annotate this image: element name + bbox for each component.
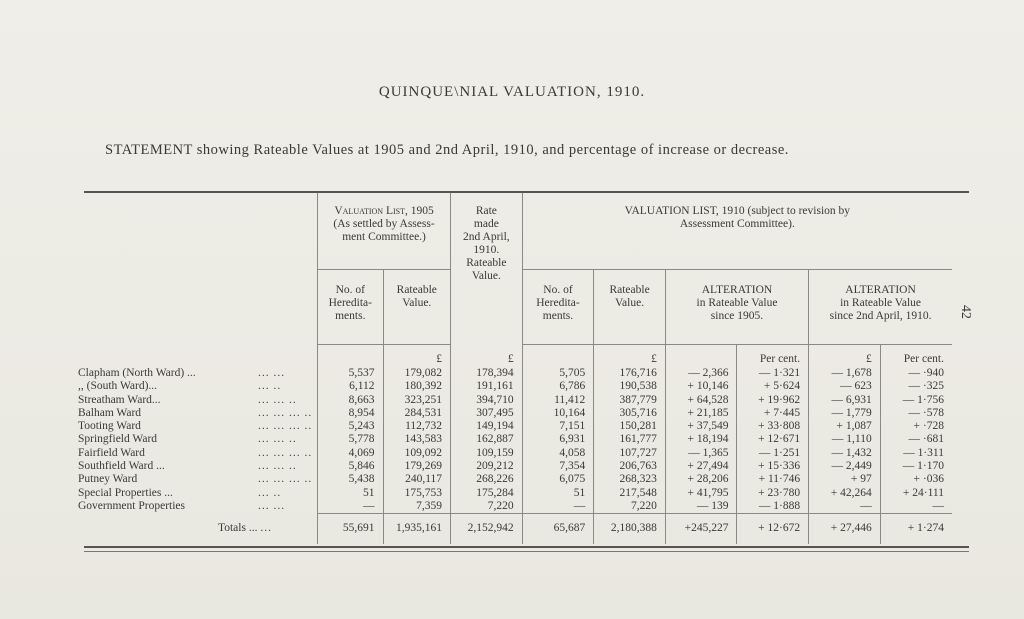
cell-alteration-1905: + 21,185 (665, 407, 737, 420)
row-label: Southfield Ward ... (78, 460, 165, 473)
cell-alteration-1905: + 37,549 (665, 420, 737, 433)
cell-rateable-1910: 176,716 (594, 367, 666, 380)
cell-hered-1910: 6,786 (522, 380, 594, 393)
cell-alteration-1905: + 41,795 (665, 487, 737, 500)
cell-hered-1910: 51 (522, 487, 594, 500)
row-leader-dots: ... ... (258, 367, 286, 379)
valuation-1905-line1: Valuation List, 1905 (334, 205, 434, 217)
row-label: Clapham (North Ward) ... (78, 367, 196, 379)
cell-alteration-1905: + 18,194 (665, 433, 737, 446)
cell-rateable-1910: 206,763 (594, 460, 666, 473)
row-leader-dots: ... .. (258, 486, 282, 499)
cell-hered-1905: 5,778 (318, 433, 383, 446)
cell-alteration-1905: + 10,146 (665, 380, 737, 393)
alteration-1910-line1: ALTERATION (845, 284, 916, 296)
statement-subtitle: STATEMENT showing Rateable Values at 1905 and 2nd April, 1910, and percentage of increase or decrease. (105, 142, 789, 158)
cell-alteration-1910: — 1,779 (809, 407, 881, 420)
rateable-1910-line1: Rateable (609, 284, 650, 296)
cell-percent-1905: + 15·336 (737, 460, 809, 473)
cell-rate-1910: 7,220 (451, 500, 523, 514)
row-label-cell (72, 407, 318, 420)
cell-percent-1910: — 1·170 (880, 460, 952, 473)
cell-alteration-1905: + 27,494 (665, 460, 737, 473)
page-title: QUINQUE\NIAL VALUATION, 1910. (378, 84, 646, 100)
row-leader-dots: ... ... ... .. (258, 420, 313, 433)
valuation-1910-line1: VALUATION LIST, 1910 (subject to revision by (624, 205, 851, 217)
row-label: Fairfield Ward (78, 446, 145, 459)
row-label-cell (72, 460, 318, 473)
table-row (72, 473, 952, 486)
cell-rateable-1905: 180,392 (383, 380, 451, 393)
row-label: ,, (South Ward)... (78, 380, 158, 393)
table-row (72, 433, 952, 446)
alteration-1905-line2: in Rateable Value (696, 297, 778, 309)
cell-percent-1910: — ·681 (880, 433, 952, 446)
cell-hered-1910: 11,412 (522, 394, 594, 407)
cell-rate-1910: 268,226 (451, 473, 523, 486)
cell-percent-1910: — 1·311 (880, 447, 952, 460)
cell-hered-1910: 7,151 (522, 420, 594, 433)
table-row (72, 407, 952, 420)
cell-alteration-1910: — 623 (809, 380, 881, 393)
cell-percent-1905: + 5·624 (737, 380, 809, 393)
cell-percent-1910: — 1·756 (880, 394, 952, 407)
cell-hered-1905: 8,663 (318, 394, 383, 407)
units-row (72, 345, 952, 368)
valuation-1905-line2: (As settled by Assess- (333, 218, 435, 230)
table-row (72, 447, 952, 460)
cell-rateable-1905: 112,732 (383, 420, 451, 433)
row-label-cell (72, 367, 318, 380)
cell-percent-1910: — ·940 (880, 367, 952, 380)
row-label-cell (72, 487, 318, 500)
totals-percent-1910: + 1·274 (880, 514, 952, 545)
cell-rate-1910: 209,212 (451, 460, 523, 473)
cell-hered-1905: 5,846 (318, 460, 383, 473)
totals-dots: ... (260, 521, 272, 534)
cell-percent-1905: + 11·746 (737, 473, 809, 486)
hered-1905-line1: No. of (335, 284, 365, 296)
cell-hered-1905: 5,537 (318, 367, 383, 380)
cell-hered-1910: — (522, 500, 594, 514)
hered-1910-line3: ments. (542, 310, 574, 322)
cell-rateable-1905: 109,092 (383, 447, 451, 460)
cell-percent-1905: — 1·251 (737, 447, 809, 460)
cell-rate-1910: 394,710 (451, 394, 523, 407)
hered-1905-line3: ments. (335, 310, 366, 322)
rate-header-line3: 2nd April, (463, 231, 510, 243)
totals-hered-1910: 65,687 (522, 514, 594, 545)
cell-hered-1910: 4,058 (522, 447, 594, 460)
valuation-1905-header (318, 193, 451, 270)
totals-label: Totals ... (218, 521, 258, 534)
cell-alteration-1910: + 1,087 (809, 420, 881, 433)
cell-percent-1910: + ·728 (880, 420, 952, 433)
row-leader-dots: ... ... (258, 499, 286, 512)
cell-hered-1905: 5,243 (318, 420, 383, 433)
unit-pound-alt-1910: £ (809, 345, 881, 368)
totals-rateable-1910: 2,180,388 (594, 514, 666, 545)
cell-hered-1905: — (318, 500, 383, 514)
row-label: Springfield Ward (78, 433, 158, 446)
row-label-cell (72, 394, 318, 407)
totals-rate-1910: 2,152,942 (451, 514, 523, 545)
row-leader-dots: ... ... ... .. (258, 473, 313, 486)
cell-hered-1905: 8,954 (318, 407, 383, 420)
units-label-cell (72, 345, 318, 368)
alteration-1905-line1: ALTERATION (701, 284, 773, 296)
bottom-rule-thin (84, 551, 969, 552)
row-label-cell (72, 473, 318, 486)
hered-1910-line1: No. of (543, 284, 573, 296)
table-row (72, 420, 952, 433)
valuation-table (72, 193, 952, 544)
cell-rateable-1910: 217,548 (594, 487, 666, 500)
row-leader-dots: ... ... .. (258, 460, 297, 473)
table-body (72, 367, 952, 514)
cell-hered-1910: 6,931 (522, 433, 594, 446)
cell-alteration-1905: — 139 (665, 500, 737, 514)
alteration-1910-line2: in Rateable Value (840, 297, 921, 309)
rateable-1905-line2: Value. (402, 297, 432, 309)
page-number: 42 (958, 305, 973, 319)
row-label: Special Properties ... (78, 486, 173, 499)
label-column-header (72, 193, 318, 345)
cell-hered-1905: 51 (318, 487, 383, 500)
cell-hered-1910: 10,164 (522, 407, 594, 420)
cell-alteration-1905: — 2,366 (665, 367, 737, 380)
row-label: Putney Ward (78, 473, 138, 486)
cell-rateable-1910: 107,727 (594, 447, 666, 460)
cell-alteration-1910: — 2,449 (809, 460, 881, 473)
cell-alteration-1910: — 1,678 (809, 367, 881, 380)
cell-rate-1910: 175,284 (451, 487, 523, 500)
hered-1905-header (318, 270, 383, 345)
cell-percent-1905: — 1·321 (737, 367, 809, 380)
rateable-1905-header (383, 270, 451, 345)
cell-percent-1905: + 12·671 (737, 433, 809, 446)
rate-1910-header (451, 193, 523, 345)
cell-alteration-1905: — 1,365 (665, 447, 737, 460)
row-leader-dots: ... ... ... .. (258, 406, 313, 419)
rate-header-line5: Rateable (466, 257, 507, 269)
row-label-cell (72, 433, 318, 446)
row-label-cell (72, 420, 318, 433)
table-row (72, 487, 952, 500)
cell-rateable-1905: 284,531 (383, 407, 451, 420)
totals-rateable-1905: 1,935,161 (383, 514, 451, 545)
row-label: Tooting Ward (78, 420, 141, 433)
cell-alteration-1910: — (809, 500, 881, 514)
rate-header-line2: made (473, 218, 499, 230)
alteration-1905-line3: since 1905. (710, 310, 764, 322)
table-row (72, 460, 952, 473)
bottom-rule (84, 546, 969, 548)
cell-hered-1905: 4,069 (318, 447, 383, 460)
row-label-cell (72, 500, 318, 514)
cell-hered-1905: 5,438 (318, 473, 383, 486)
rate-header-line6: Value. (471, 270, 501, 282)
row-leader-dots: ... ... ... .. (258, 446, 313, 459)
cell-rateable-1910: 161,777 (594, 433, 666, 446)
unit-percent-1910: Per cent. (880, 345, 952, 368)
rateable-1910-header (594, 270, 666, 345)
cell-alteration-1910: — 6,931 (809, 394, 881, 407)
rateable-1910-line2: Value. (615, 297, 645, 309)
row-leader-dots: ... ... .. (258, 433, 297, 446)
alteration-1910-line3: since 2nd April, 1910. (829, 310, 932, 322)
cell-percent-1910: — (880, 500, 952, 514)
cell-percent-1910: + ·036 (880, 473, 952, 486)
cell-percent-1905: + 19·962 (737, 394, 809, 407)
units-alt-1905 (665, 345, 737, 368)
cell-hered-1910: 7,354 (522, 460, 594, 473)
row-label-cell (72, 447, 318, 460)
units-hered-1905 (318, 345, 383, 368)
valuation-1910-header (522, 193, 952, 270)
unit-pound-1905: £ (383, 345, 451, 368)
cell-rateable-1910: 268,323 (594, 473, 666, 486)
cell-percent-1905: — 1·888 (737, 500, 809, 514)
cell-alteration-1910: + 42,264 (809, 487, 881, 500)
totals-label-cell (72, 514, 318, 545)
valuation-1910-line2: Assessment Committee). (679, 218, 795, 230)
row-label-cell (72, 380, 318, 393)
cell-rateable-1910: 190,538 (594, 380, 666, 393)
cell-alteration-1910: — 1,110 (809, 433, 881, 446)
cell-percent-1905: + 7·445 (737, 407, 809, 420)
totals-percent-1905: + 12·672 (737, 514, 809, 545)
cell-rate-1910: 109,159 (451, 447, 523, 460)
hered-1910-line2: Heredita- (536, 297, 580, 309)
row-label: Balham Ward (78, 406, 142, 419)
cell-alteration-1905: + 28,206 (665, 473, 737, 486)
cell-rate-1910: 178,394 (451, 367, 523, 380)
unit-pound-rate: £ (451, 345, 523, 368)
cell-percent-1905: + 33·808 (737, 420, 809, 433)
table-row (72, 500, 952, 514)
totals-alteration-1905: +245,227 (665, 514, 737, 545)
cell-percent-1910: — ·325 (880, 380, 952, 393)
table-row (72, 380, 952, 393)
cell-hered-1905: 6,112 (318, 380, 383, 393)
totals-row (72, 514, 952, 545)
hered-1905-line2: Heredita- (328, 297, 372, 309)
rateable-1905-line1: Rateable (396, 284, 437, 296)
table-row (72, 394, 952, 407)
row-leader-dots: ... .. (258, 380, 282, 393)
rate-header-line1: Rate (475, 205, 497, 217)
cell-rateable-1910: 387,779 (594, 394, 666, 407)
cell-percent-1910: + 24·111 (880, 487, 952, 500)
cell-rateable-1905: 179,082 (383, 367, 451, 380)
cell-alteration-1910: — 1,432 (809, 447, 881, 460)
totals-hered-1905: 55,691 (318, 514, 383, 545)
cell-rateable-1905: 323,251 (383, 394, 451, 407)
unit-percent-1905: Per cent. (737, 345, 809, 368)
cell-alteration-1910: + 97 (809, 473, 881, 486)
cell-rateable-1905: 179,269 (383, 460, 451, 473)
table-row (72, 367, 952, 380)
cell-percent-1905: + 23·780 (737, 487, 809, 500)
rate-header-line4: 1910. (473, 244, 500, 256)
cell-rateable-1905: 7,359 (383, 500, 451, 514)
valuation-1905-line3: ment Committee.) (342, 231, 426, 243)
row-label: Government Properties (78, 499, 185, 512)
cell-rate-1910: 149,194 (451, 420, 523, 433)
cell-alteration-1905: + 64,528 (665, 394, 737, 407)
cell-rate-1910: 307,495 (451, 407, 523, 420)
totals-alteration-1910: + 27,446 (809, 514, 881, 545)
cell-percent-1910: — ·578 (880, 407, 952, 420)
hered-1910-header (522, 270, 594, 345)
cell-rateable-1905: 240,117 (383, 473, 451, 486)
cell-rateable-1910: 305,716 (594, 407, 666, 420)
cell-rateable-1910: 7,220 (594, 500, 666, 514)
cell-hered-1910: 6,075 (522, 473, 594, 486)
units-hered-1910 (522, 345, 594, 368)
cell-rateable-1910: 150,281 (594, 420, 666, 433)
cell-rate-1910: 191,161 (451, 380, 523, 393)
cell-rateable-1905: 143,583 (383, 433, 451, 446)
cell-hered-1910: 5,705 (522, 367, 594, 380)
alteration-1910-header (809, 270, 952, 345)
row-label: Streatham Ward... (78, 393, 161, 406)
unit-pound-1910: £ (594, 345, 666, 368)
cell-rateable-1905: 175,753 (383, 487, 451, 500)
row-leader-dots: ... ... .. (258, 393, 297, 406)
alteration-1905-header (665, 270, 808, 345)
cell-rate-1910: 162,887 (451, 433, 523, 446)
